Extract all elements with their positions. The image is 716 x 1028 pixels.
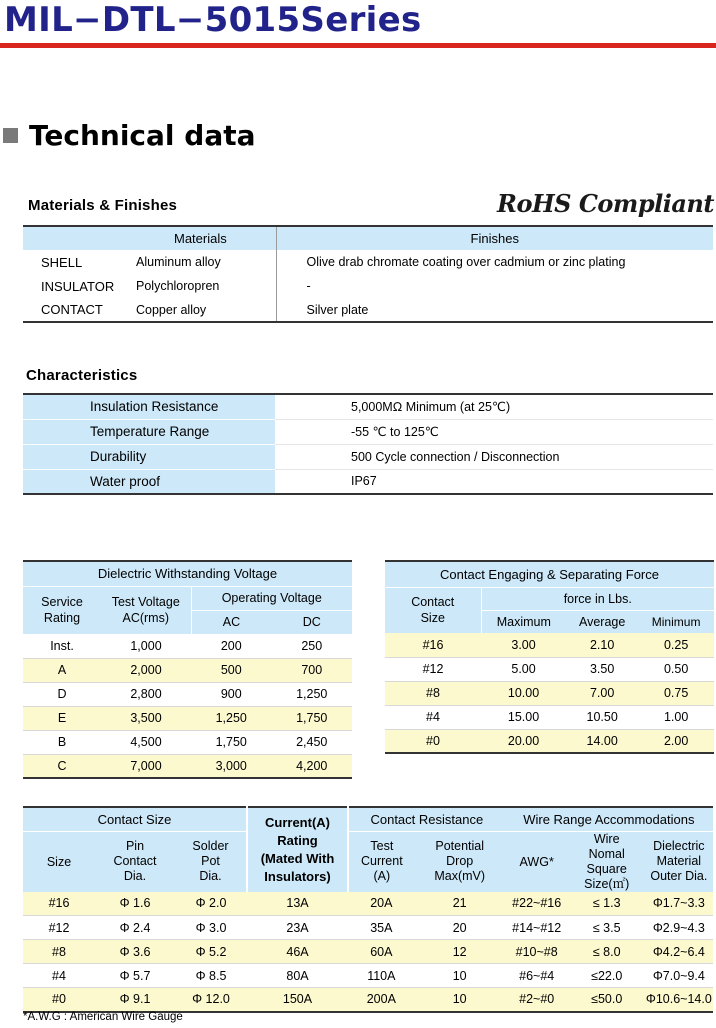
table-row [385,705,714,729]
test-voltage-cell: 1,000 [101,634,191,658]
test-current-cell: 200A [348,988,415,1012]
pin-dia-cell: Φ 5.7 [95,964,175,988]
average-cell: 2.10 [566,633,638,657]
awg-footnote: *A.W.G : American Wire Gauge [23,1011,183,1023]
minimum-cell: 0.50 [638,657,714,681]
characteristics-heading: Characteristics [26,367,138,384]
average-cell: 14.00 [566,729,638,753]
materials-heading: Materials & Finishes [28,197,178,214]
table-row [23,469,713,494]
test-voltage-cell: 7,000 [101,754,191,778]
operating-voltage-header: Operating Voltage [191,586,352,610]
wire-square-cell: ≤ 1.3 [569,892,645,916]
service-rating-cell: E [23,706,101,730]
maximum-cell: 15.00 [481,705,566,729]
table-row [23,892,713,916]
materials-header-blank [23,226,136,250]
characteristics-table [23,393,713,495]
minimum-cell: 2.00 [638,729,714,753]
dielectric-od-cell: Φ2.9~4.3 [645,916,713,940]
table-row [23,444,713,469]
current-rating-header: Current(A) Rating (Mated With Insulators) [247,807,348,892]
potential-drop-cell: 12 [415,940,505,964]
size-cell: #12 [23,916,95,940]
material-cell: Polychloropren [136,279,220,293]
ac-cell: 900 [191,682,271,706]
solder-pot-cell: Φ 3.0 [175,916,247,940]
average-header: Average [566,610,638,633]
average-cell: 10.50 [566,705,638,729]
finishes-col-header: Finishes [276,226,713,250]
materials-col-header: Materials [136,226,276,250]
test-voltage-cell: 2,000 [101,658,191,682]
size-header: Size [23,831,95,892]
table-row [23,730,352,754]
table-row [23,706,352,730]
table-row [23,250,713,274]
characteristic-value: 500 Cycle connection / Disconnection [275,444,713,469]
service-rating-cell: Inst. [23,634,101,658]
section-title: Technical data [29,119,256,152]
table-row [23,419,713,444]
test-voltage-header: Test Voltage AC(rms) [101,586,191,634]
ac-cell: 1,750 [191,730,271,754]
test-voltage-cell: 2,800 [101,682,191,706]
wire-square-header: Wire Nomal Square Size(㎡) [569,831,645,892]
dc-cell: 1,250 [271,682,352,706]
awg-cell: #2~#0 [505,988,569,1012]
ac-cell: 3,000 [191,754,271,778]
wire-square-cell: ≤22.0 [569,964,645,988]
awg-cell: #22~#16 [505,892,569,916]
dielectric-od-cell: Φ4.2~6.4 [645,940,713,964]
material-cell: Aluminum alloy [136,255,221,269]
size-cell: #16 [23,892,95,916]
dielectric-od-header: Dielectric Material Outer Dia. [645,831,713,892]
test-voltage-cell: 4,500 [101,730,191,754]
test-current-cell: 35A [348,916,415,940]
dielectric-od-cell: Φ7.0~9.4 [645,964,713,988]
solder-pot-cell: Φ 8.5 [175,964,247,988]
contact-size-cell: #4 [385,705,481,729]
title-underline [0,43,716,48]
pin-dia-cell: Φ 3.6 [95,940,175,964]
average-cell: 3.50 [566,657,638,681]
table-row [23,298,713,322]
finish-cell: Olive drab chromate coating over cadmium or zinc plating [276,250,713,274]
table-row [385,681,714,705]
awg-header: AWG* [505,831,569,892]
average-cell: 7.00 [566,681,638,705]
contact-resistance-group-header: Contact Resistance [348,807,505,831]
size-cell: #8 [23,940,95,964]
wire-range-group-header: Wire Range Accommodations [505,807,713,831]
dielectric-title: Dielectric Withstanding Voltage [23,561,352,586]
wire-square-cell: ≤50.0 [569,988,645,1012]
material-cell: Copper alloy [136,302,207,317]
page-title: MIL−DTL−5015Series [4,0,422,40]
current-rating-cell: 13A [247,892,348,916]
table-row [385,657,714,681]
dc-cell: 2,450 [271,730,352,754]
minimum-header: Minimum [638,610,714,633]
solder-pot-header: Solder Pot Dia. [175,831,247,892]
contact-size-group-header: Contact Size [23,807,247,831]
table-row [23,274,713,298]
minimum-cell: 1.00 [638,705,714,729]
pin-dia-cell: Φ 9.1 [95,988,175,1012]
characteristic-label: Insulation Resistance [23,394,275,419]
service-rating-cell: B [23,730,101,754]
solder-pot-cell: Φ 5.2 [175,940,247,964]
table-row [23,940,713,964]
table-row [23,964,713,988]
dc-cell: 250 [271,634,352,658]
table-row [23,754,352,778]
table-row [385,633,714,657]
characteristic-label: Water proof [23,469,275,494]
characteristic-value: -55 ℃ to 125℃ [275,419,713,444]
finish-cell: Silver plate [276,298,713,322]
dielectric-od-cell: Φ10.6~14.0 [645,988,713,1012]
potential-drop-cell: 21 [415,892,505,916]
current-rating-cell: 150A [247,988,348,1012]
maximum-cell: 5.00 [481,657,566,681]
ac-cell: 1,250 [191,706,271,730]
dc-cell: 1,750 [271,706,352,730]
solder-pot-cell: Φ 2.0 [175,892,247,916]
table-row [23,682,352,706]
awg-cell: #10~#8 [505,940,569,964]
part-name: CONTACT [41,302,103,317]
table-row [23,634,352,658]
contact-size-cell: #8 [385,681,481,705]
pin-dia-header: Pin Contact Dia. [95,831,175,892]
dc-header: DC [271,610,352,634]
characteristic-label: Durability [23,444,275,469]
part-name: SHELL [41,254,83,270]
size-cell: #0 [23,988,95,1012]
service-rating-header: Service Rating [23,586,101,634]
current-rating-cell: 23A [247,916,348,940]
table-row [385,729,714,753]
maximum-cell: 20.00 [481,729,566,753]
maximum-header: Maximum [481,610,566,633]
solder-pot-cell: Φ 12.0 [175,988,247,1012]
force-in-header: force in Lbs. [481,587,714,610]
wire-square-cell: ≤ 3.5 [569,916,645,940]
table-row [23,394,713,419]
test-current-cell: 110A [348,964,415,988]
section-bullet-icon [3,128,18,143]
wire-square-cell: ≤ 8.0 [569,940,645,964]
current-rating-cell: 46A [247,940,348,964]
rohs-badge: RoHS Compliant [497,189,714,218]
potential-drop-cell: 10 [415,988,505,1012]
dc-cell: 4,200 [271,754,352,778]
maximum-cell: 10.00 [481,681,566,705]
service-rating-cell: C [23,754,101,778]
awg-cell: #6~#4 [505,964,569,988]
table-row [23,988,713,1012]
part-name: INSULATOR [41,278,115,294]
test-current-header: Test Current (A) [348,831,415,892]
contact-size-header: Contact Size [385,587,481,633]
table-row [23,658,352,682]
contact-size-cell: #16 [385,633,481,657]
dc-cell: 700 [271,658,352,682]
test-current-cell: 20A [348,892,415,916]
characteristic-value: 5,000MΩ Minimum (at 25℃) [275,394,713,419]
ac-cell: 500 [191,658,271,682]
size-cell: #4 [23,964,95,988]
dielectric-od-cell: Φ1.7~3.3 [645,892,713,916]
pin-dia-cell: Φ 1.6 [95,892,175,916]
minimum-cell: 0.75 [638,681,714,705]
contact-size-cell: #12 [385,657,481,681]
potential-drop-header: Potential Drop Max(mV) [415,831,505,892]
dielectric-table [23,560,352,779]
force-table [385,560,714,754]
current-rating-cell: 80A [247,964,348,988]
characteristic-label: Temperature Range [23,419,275,444]
table-row [23,916,713,940]
test-voltage-cell: 3,500 [101,706,191,730]
pin-dia-cell: Φ 2.4 [95,916,175,940]
force-title: Contact Engaging & Separating Force [385,561,714,587]
maximum-cell: 3.00 [481,633,566,657]
ac-cell: 200 [191,634,271,658]
ac-header: AC [191,610,271,634]
finish-cell: - [276,274,713,298]
characteristic-value: IP67 [351,474,377,489]
contact-size-table [23,806,713,1013]
service-rating-cell: D [23,682,101,706]
minimum-cell: 0.25 [638,633,714,657]
service-rating-cell: A [23,658,101,682]
potential-drop-cell: 10 [415,964,505,988]
awg-cell: #14~#12 [505,916,569,940]
test-current-cell: 60A [348,940,415,964]
materials-table [23,225,713,323]
potential-drop-cell: 20 [415,916,505,940]
contact-size-cell: #0 [385,729,481,753]
